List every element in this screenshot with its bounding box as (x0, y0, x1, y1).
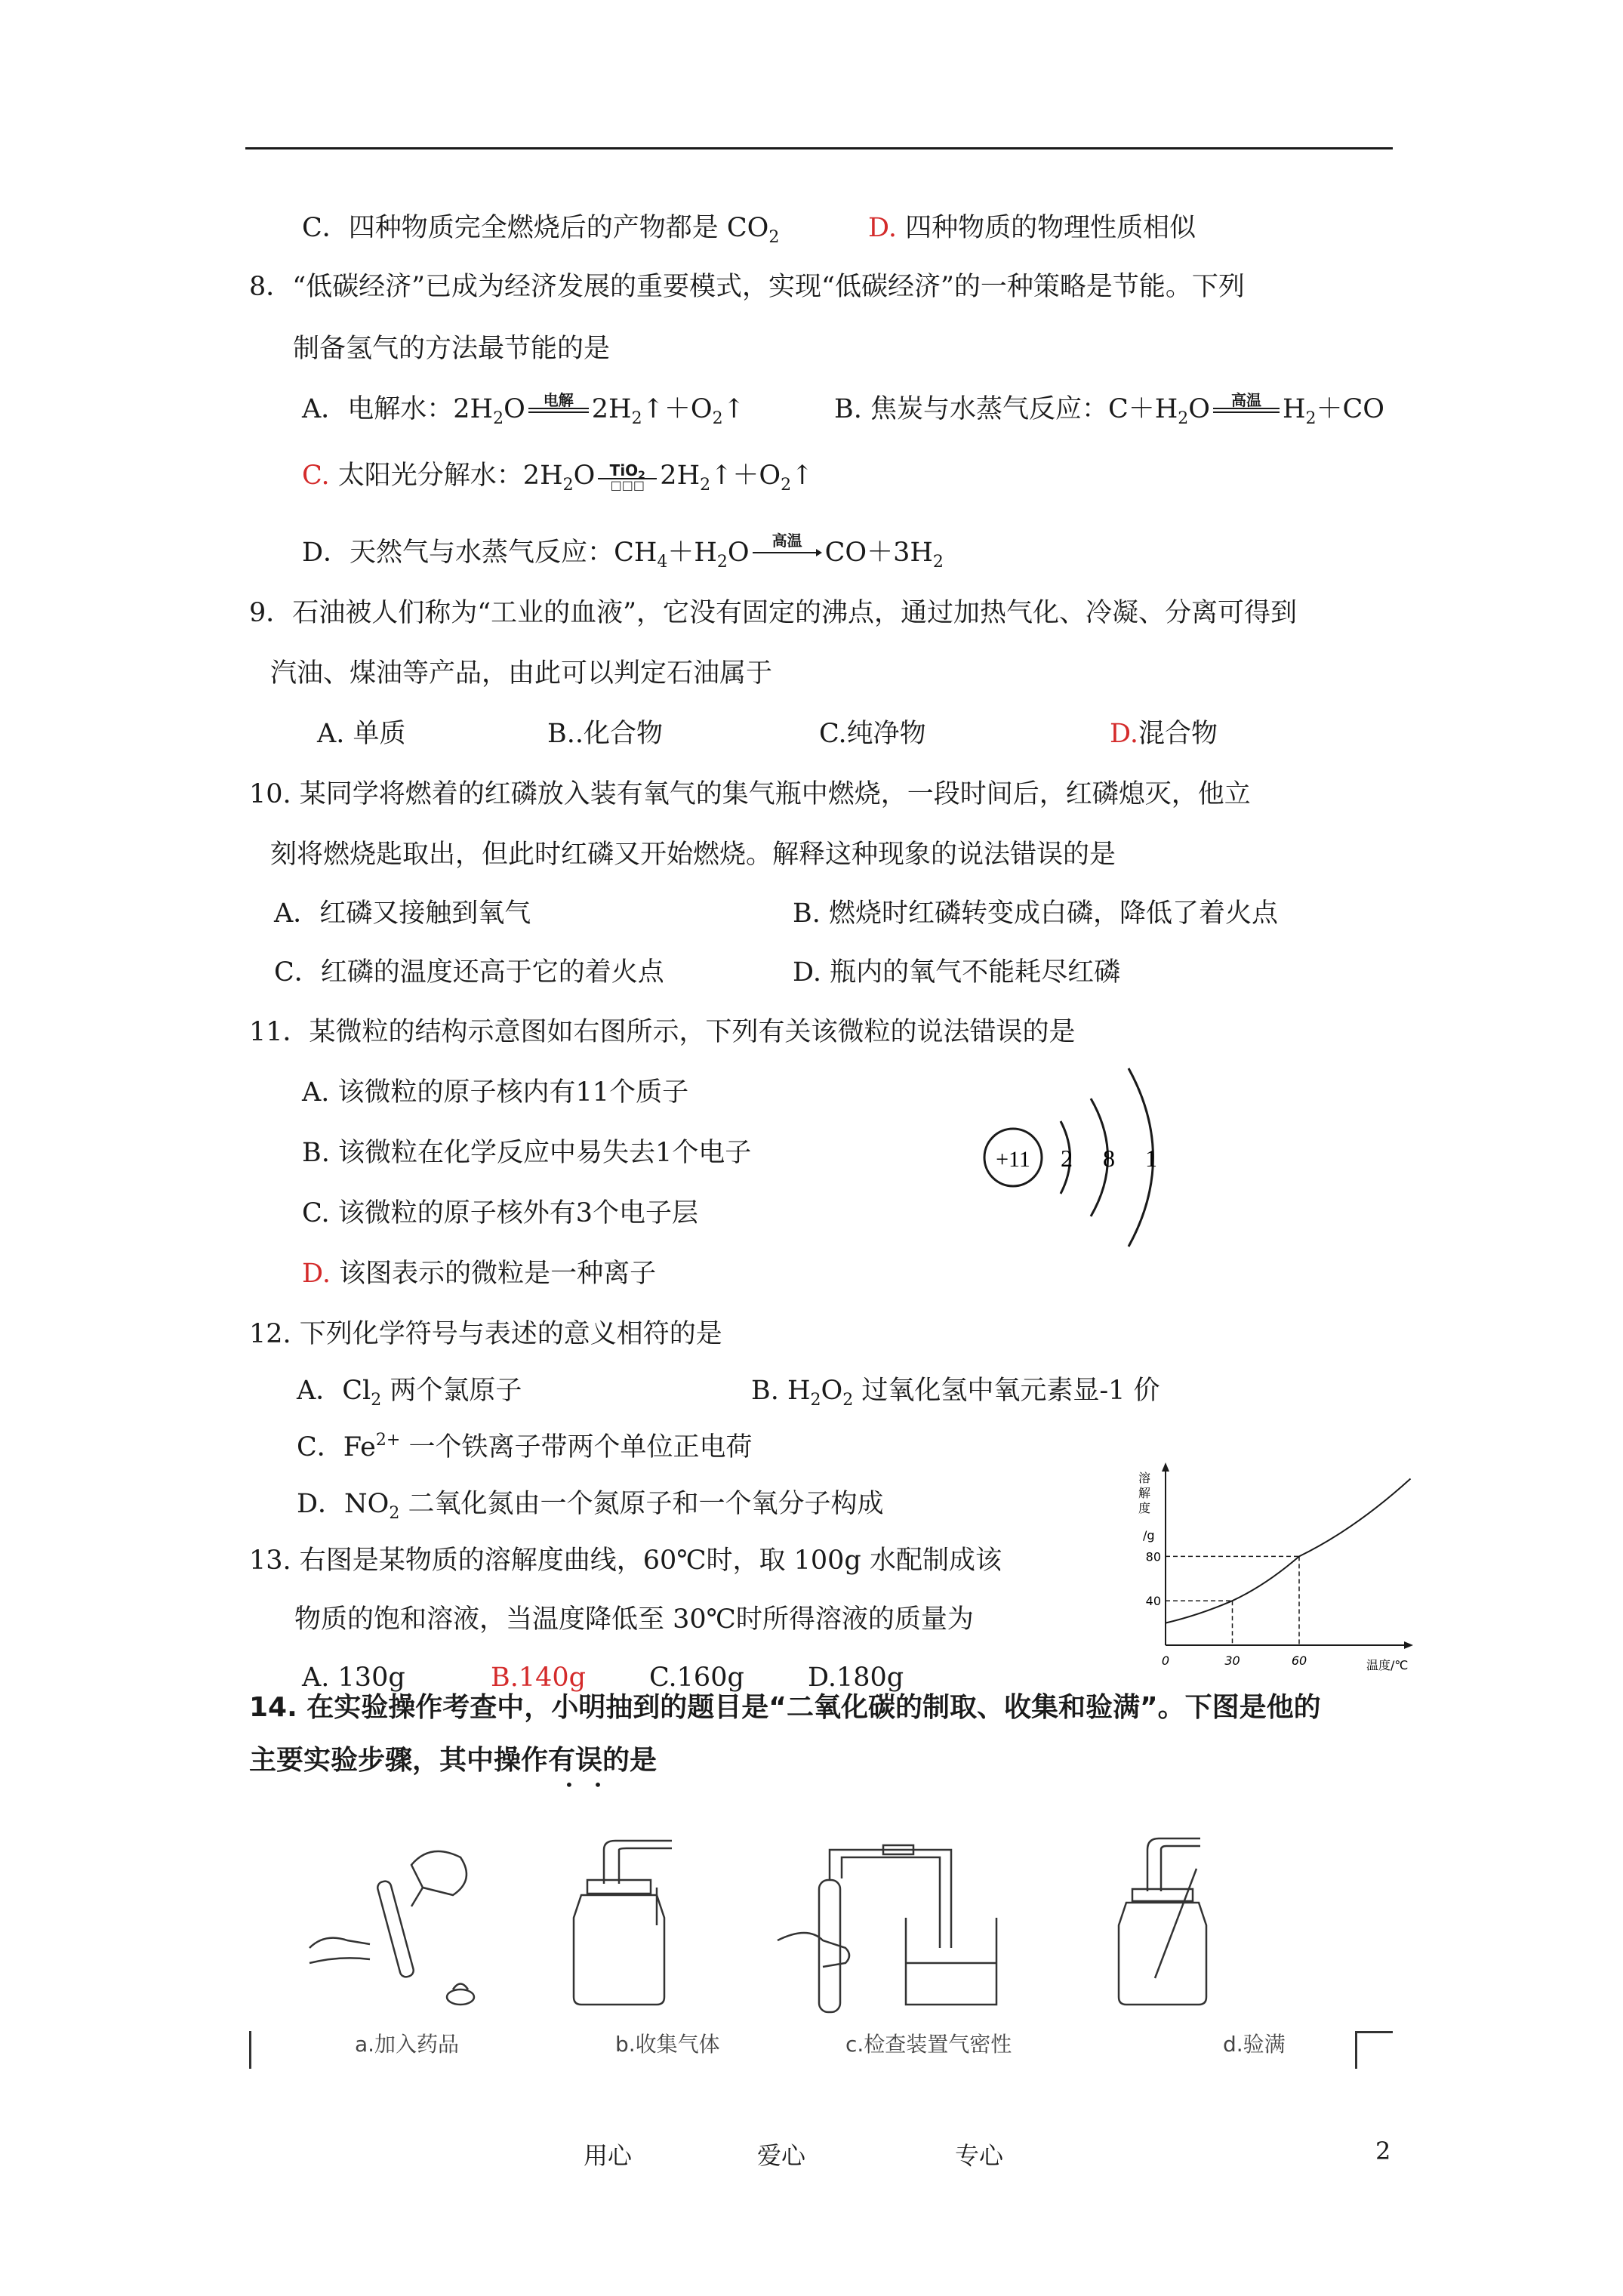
illustration-b (574, 1841, 672, 2005)
atom-structure-diagram (944, 1057, 1200, 1253)
chart-ylabel: 溶 (1138, 1471, 1151, 1485)
caption-b: b.收集气体 (615, 2032, 720, 2057)
illustration-c (778, 1845, 996, 2012)
q11-stem: 11．某微粒的结构示意图如右图所示，下列有关该微粒的说法错误的是 (249, 1017, 1076, 1047)
illustration-d (1119, 1838, 1206, 2005)
crop-mark-right-top (1355, 2031, 1393, 2033)
q12-stem: 12. 下列化学符号与表述的意义相符的是 (249, 1319, 722, 1349)
q9-option-d: D.混合物 (1110, 719, 1218, 749)
x-tick-label: 0 (1161, 1653, 1170, 1668)
y-tick-label: 40 (1145, 1594, 1161, 1609)
q14-stem-line1: 14. 在实验操作考查中，小明抽到的题目是“二氧化碳的制取、收集和验满”。下图是他的 (249, 1692, 1321, 1723)
q13-option-b: B.140g (491, 1663, 587, 1693)
footer-yongxin: 用心 (584, 2141, 633, 2170)
experiment-illustrations (249, 1835, 1427, 2023)
shell-2-electrons: 8 (1103, 1145, 1115, 1172)
svg-text:解: 解 (1138, 1486, 1151, 1500)
q8-option-d: D．天然气与水蒸气反应：$CH_4+H_2O$ 高温 $CO+3H_2$ (302, 531, 944, 572)
reaction-arrow: 高温 (753, 533, 822, 557)
reaction-condition: TiO$_2$ □□□ (598, 463, 657, 492)
q13-option-c: C.160g (649, 1663, 744, 1693)
q8-stem-line1: 8．“低碳经济”已成为经济发展的重要模式，实现“低碳经济”的一种策略是节能。下列 (249, 272, 1245, 302)
shell-3-electrons: 1 (1145, 1145, 1157, 1172)
header-rule (245, 147, 1393, 149)
q12-option-d: D．$NO_2$ 二氧化氮由一个氮原子和一个氧分子构成 (297, 1489, 884, 1523)
illustration-a (310, 1851, 474, 2005)
q10-option-d: D. 瓶内的氧气不能耗尽红磷 (793, 957, 1121, 988)
q13-stem-line2: 物质的饱和溶液，当温度降低至 30℃时所得溶液的质量为 (294, 1604, 974, 1635)
q9-stem-line2: 汽油、煤油等产品，由此可以判定石油属于 (270, 658, 773, 689)
footer-aixin: 爱心 (757, 2141, 806, 2170)
x-tick-label: 60 (1291, 1653, 1307, 1668)
q9-option-b: B..化合物 (547, 719, 663, 749)
q8-option-a: A．电解水：$2H_2O$ 电解 $2H_2↑+O_2↑$ (302, 391, 745, 428)
q11-option-b: B. 该微粒在化学反应中易失去1个电子 (302, 1138, 752, 1168)
q11-option-c: C. 该微粒的原子核外有3个电子层 (302, 1198, 699, 1228)
y-tick-label: 80 (1145, 1549, 1161, 1564)
nucleus-charge: +11 (996, 1147, 1030, 1172)
q11-option-d: D. 该图表示的微粒是一种离子 (302, 1259, 657, 1289)
solubility-curve (1166, 1479, 1411, 1623)
reaction-condition: 电解 (528, 393, 589, 413)
x-tick-label: 30 (1224, 1653, 1240, 1668)
q9-stem-line1: 9．石油被人们称为“工业的血液”，它没有固定的沸点，通过加热气化、冷凝、分离可得到 (249, 598, 1298, 628)
caption-c: c.检查装置气密性 (845, 2032, 1012, 2057)
q13-stem-line1: 13. 右图是某物质的溶解度曲线，60℃时，取 100g 水配制成该 (249, 1546, 1002, 1576)
q9-option-c: C.纯净物 (819, 719, 926, 749)
q8-option-b: B. 焦炭与水蒸气反应：$C+H_2O$ 高温 $H_2+CO$ (834, 391, 1384, 428)
q12-option-b: B. $H_2O_2$ 过氧化氢中氧元素显-1 价 (751, 1376, 1160, 1410)
crop-mark-right (1355, 2031, 1357, 2069)
q14-stem-line2: 主要实验步骤，其中操作有误的是 (249, 1745, 658, 1776)
q12-option-c: C．$Fe^{2+}$ 一个铁离子带两个单位正电荷 (297, 1431, 753, 1462)
q13-option-a: A. 130g (302, 1663, 405, 1693)
reaction-condition: 高温 (1213, 393, 1280, 413)
q10-option-b: B. 燃烧时红磷转变成白磷，降低了着火点 (793, 898, 1278, 929)
shell-1-electrons: 2 (1061, 1145, 1073, 1172)
q9-option-a: A. 单质 (317, 719, 406, 749)
q10-stem-line2: 刻将燃烧匙取出，但此时红磷又开始燃烧。解释这种现象的说法错误的是 (270, 840, 1116, 870)
q10-stem-line1: 10. 某同学将燃着的红磷放入装有氧气的集气瓶中燃烧，一段时间后，红磷熄灭，他立 (249, 779, 1251, 809)
svg-text:/g: /g (1143, 1528, 1155, 1542)
emphasis-dots: • • (565, 1776, 610, 1794)
q13-option-d: D.180g (808, 1663, 904, 1693)
solubility-curve-chart (1132, 1461, 1419, 1687)
caption-a: a.加入药品 (355, 2032, 460, 2057)
q7-option-d: D. 四种物质的物理性质相似 (868, 213, 1196, 243)
svg-text:度: 度 (1138, 1501, 1151, 1515)
q10-option-a: A．红磷又接触到氧气 (274, 898, 531, 929)
crop-mark-left (249, 2031, 251, 2069)
q11-option-a: A. 该微粒的原子核内有11个质子 (302, 1077, 689, 1108)
q12-option-a: A．$Cl_2$ 两个氯原子 (297, 1376, 522, 1410)
q8-stem-line2: 制备氢气的方法最节能的是 (293, 334, 611, 364)
chart-xlabel: 温度/℃ (1366, 1658, 1409, 1672)
page-number: 2 (1375, 2137, 1391, 2165)
q7-option-c: C．四种物质完全燃烧后的产物都是 $CO_2$ (302, 213, 780, 247)
caption-d: d.验满 (1223, 2032, 1286, 2057)
q10-option-c: C．红磷的温度还高于它的着火点 (274, 957, 664, 988)
q8-option-c: C. 太阳光分解水：$2H_2O$ TiO$_2$ □□□ $2H_2↑+O_2↑$ (302, 461, 814, 495)
footer-zhuanxin: 专心 (955, 2141, 1004, 2170)
